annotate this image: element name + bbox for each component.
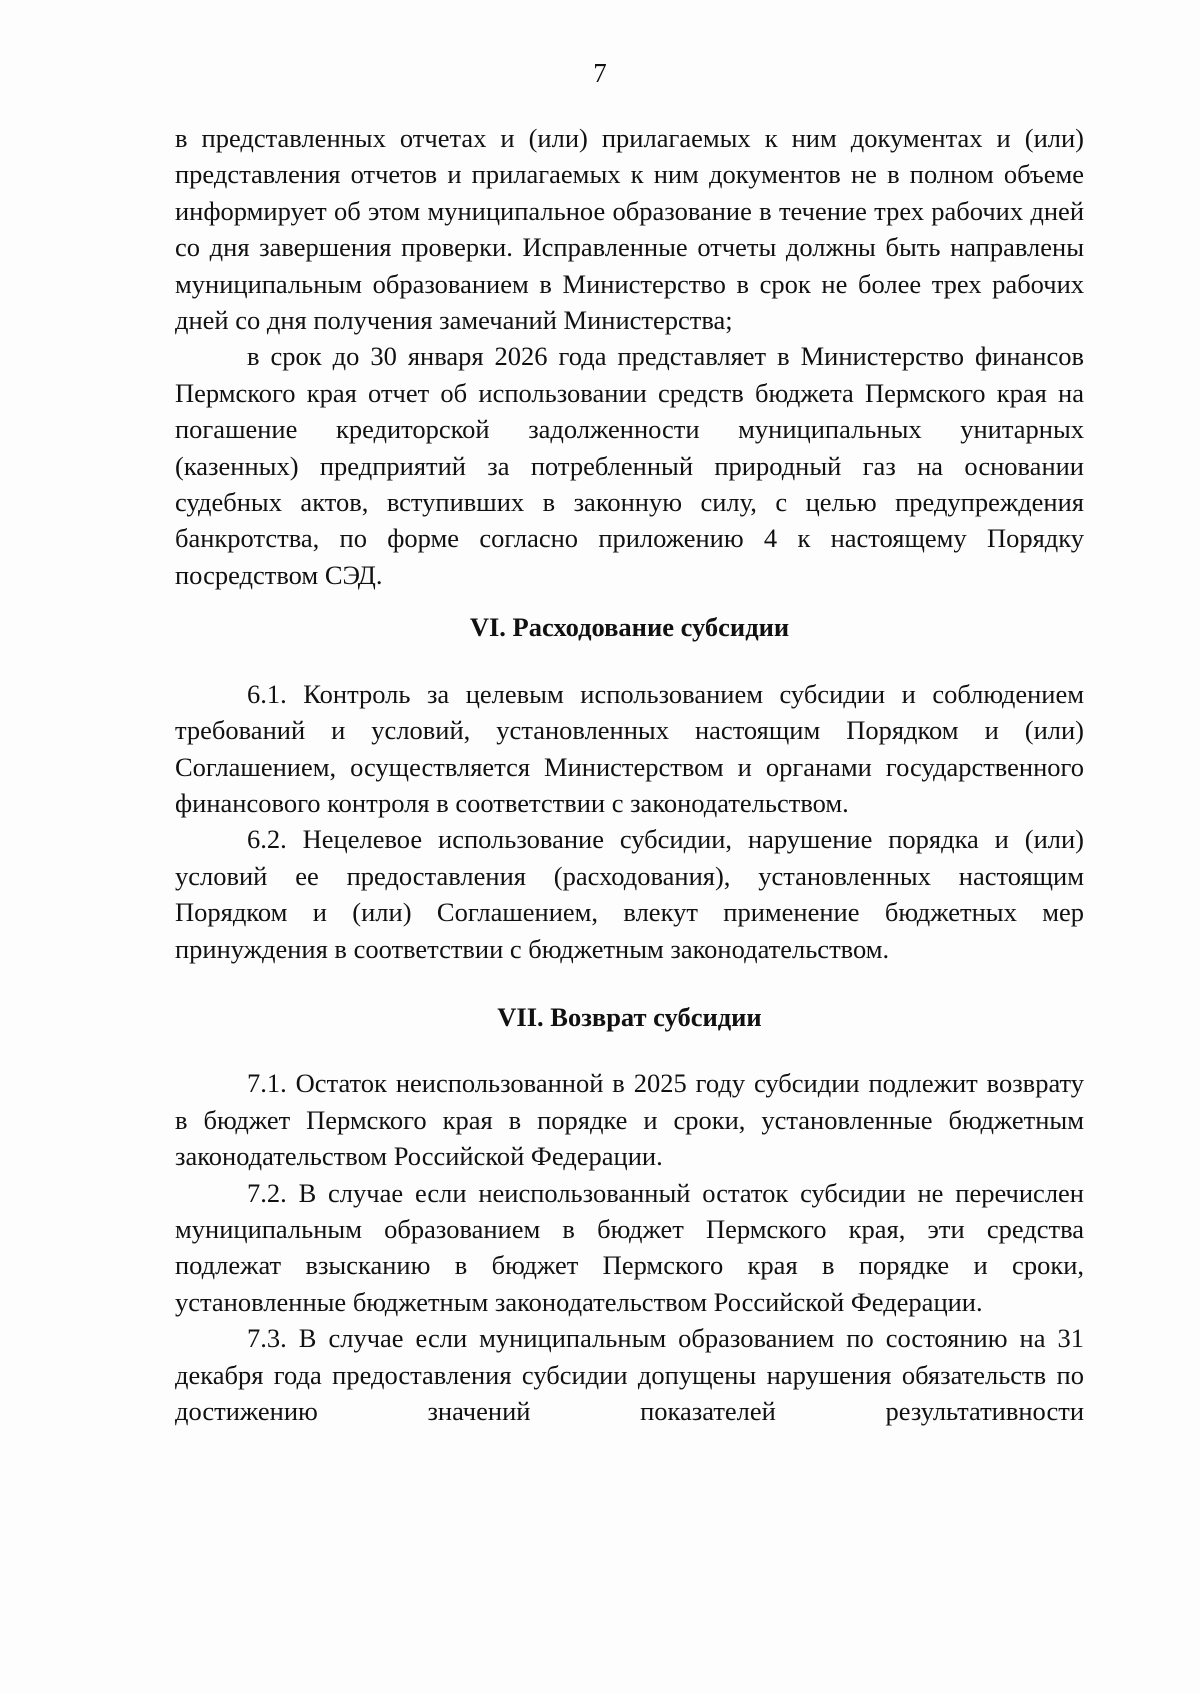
paragraph-6-1: 6.1. Контроль за целевым использованием субсидии и соблюдением требований и условий, установленных настоящим Порядком и (или) Соглашением, осуществляется Министерством и органами государственного финансового контроля в соответствии с законодательством. bbox=[175, 678, 1084, 818]
paragraph-6-2: 6.2. Нецелевое использование субсидии, нарушение порядка и (или) условий ее предоставления (расходования), установленных настоящим Порядком и (или) Соглашением, влекут применение бюджетных мер принуждения в соответствии с бюджетным законодательством. bbox=[175, 824, 1084, 964]
paragraph-7-1: 7.1. Остаток неиспользованной в 2025 году субсидии подлежит возврату в бюджет Пермского края в порядке и сроки, установленные бюджетным законодательством Российской Федерации. bbox=[175, 1068, 1084, 1172]
page-number: 7 bbox=[593, 58, 607, 88]
paragraph-7-2: 7.2. В случае если неиспользованный остаток субсидии не перечислен муниципальным образованием в бюджет Пермского края, эти средства подлежат взысканию в бюджет Пермского края в порядке и сроки, установленные бюджетным законодательством Российской Федерации. bbox=[175, 1177, 1084, 1317]
paragraph-7-3: 7.3. В случае если муниципальным образованием по состоянию на 31 декабря года предоставления субсидии допущены нарушения обязательств по достижению значений показателей результативности bbox=[175, 1323, 1084, 1426]
section-6-title: VI. Расходование субсидии bbox=[469, 612, 790, 643]
paragraph-report-errors: в представленных отчетах и (или) прилагаемых к ним документах и (или) представления отчетов и прилагаемых к ним документов не в полном объеме информирует об этом муниципальное образование в течение трех рабочих дней со дня завершения проверки. Исправленные отчеты должны быть направлены муниципальным образованием в Министерство в срок не более трех рабочих дней со дня получения замечаний Министерства; bbox=[175, 123, 1084, 336]
paragraph-report-deadline: в срок до 30 января 2026 года представляет в Министерство финансов Пермского края отчет об использовании средств бюджета Пермского края на погашение кредиторской задолженности муниципальных унитарных (казенных) предприятий за потребленный природный газ на основании судебных актов, вступивших в законную силу, с целью предупреждения банкротства, по форме согласно приложению 4 к настоящему Порядку посредством СЭД. bbox=[175, 341, 1084, 590]
section-7-title: VII. Возврат субсидии bbox=[497, 1001, 762, 1032]
document-body bbox=[175, 120, 1084, 1429]
